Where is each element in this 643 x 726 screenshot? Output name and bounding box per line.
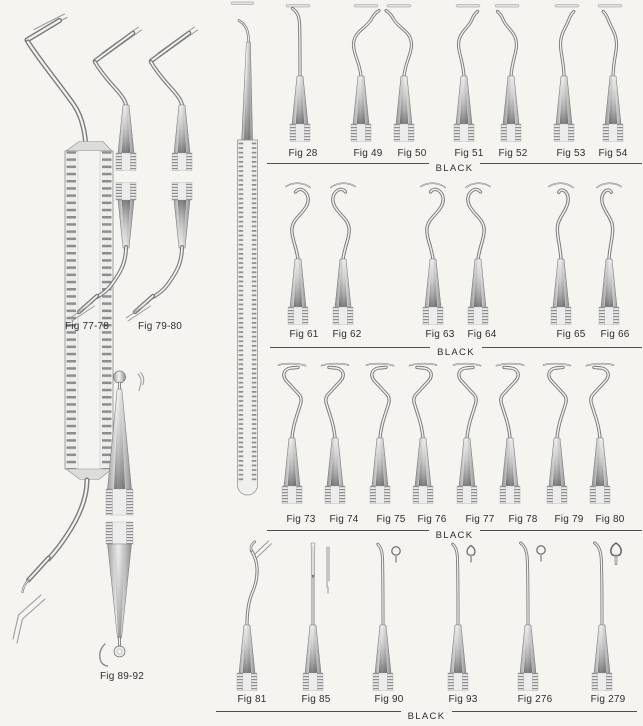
instrument-fig-93: [448, 544, 468, 690]
fig-label-62: Fig 62: [332, 329, 362, 340]
instrument-row-4: [237, 541, 621, 691]
fig-label-79-80: Fig 79-80: [137, 321, 183, 332]
instrument-fig-61: [286, 183, 310, 324]
instrument-fig-62: [331, 183, 355, 324]
fig-label-79: Fig 79: [554, 514, 584, 525]
black-divider-row3: [267, 530, 642, 541]
fig-label-279: Fig 279: [590, 694, 626, 705]
instrument-fig-85: [303, 543, 329, 691]
fig-label-77-78: Fig 77-78: [64, 321, 110, 332]
fig-label-54: Fig 54: [598, 148, 628, 159]
instrument-fig-76: [410, 364, 437, 504]
instrument-long-probe: [231, 2, 258, 495]
fig-label-77: Fig 77: [465, 514, 495, 525]
fig-label-85: Fig 85: [301, 694, 331, 705]
instrument-fig-75: [367, 364, 394, 504]
instrument-fig-65: [549, 183, 573, 324]
instrument-fig-90: [373, 544, 393, 690]
instrument-row-2: [286, 183, 621, 324]
instrument-fig-279: [592, 543, 612, 691]
black-divider-row1: [267, 163, 642, 174]
instrument-fig-63: [421, 183, 445, 324]
fig-label-53: Fig 53: [556, 148, 586, 159]
fig-label-73: Fig 73: [286, 514, 316, 525]
fig-label-89-92: Fig 89-92: [99, 671, 145, 682]
fig-label-75: Fig 75: [376, 514, 406, 525]
black-divider-row4: [216, 711, 637, 722]
fig-label-65: Fig 65: [556, 329, 586, 340]
fig-label-76: Fig 76: [417, 514, 447, 525]
fig-label-64: Fig 64: [467, 329, 497, 340]
black-divider-row2: [270, 347, 642, 358]
instrument-fig-28: [286, 5, 310, 142]
instrument-fig-77: [454, 364, 481, 504]
fig-label-49: Fig 49: [353, 148, 383, 159]
fig-label-80: Fig 80: [595, 514, 625, 525]
fig-label-90: Fig 90: [374, 694, 404, 705]
instrument-fig-50: [386, 5, 414, 142]
instrument-row-1: [286, 5, 623, 142]
fig-label-50: Fig 50: [397, 148, 427, 159]
instrument-fig-93-tip-detail: [467, 546, 475, 562]
instrument-fig-78: [497, 364, 524, 504]
fig-label-51: Fig 51: [454, 148, 484, 159]
black-caption: BLACK: [429, 530, 481, 541]
instrument-fig-73: [279, 364, 306, 504]
instrument-fig-52: [495, 5, 521, 142]
instrument-fig-276: [518, 543, 538, 691]
instrument-fig-64: [466, 183, 490, 324]
fig-label-74: Fig 74: [329, 514, 359, 525]
instrument-fig-79: [544, 364, 571, 504]
fig-label-52: Fig 52: [498, 148, 528, 159]
instrument-fig-79-80: [126, 27, 198, 321]
fig-label-81: Fig 81: [237, 694, 267, 705]
instrument-fig-51: [454, 5, 480, 142]
fig-label-61: Fig 61: [289, 329, 319, 340]
instrument-fig-276-tip-detail: [537, 546, 545, 561]
instrument-fig-66: [597, 183, 621, 324]
black-caption: BLACK: [429, 163, 481, 174]
fig-label-93: Fig 93: [448, 694, 478, 705]
instrument-fig-74: [322, 364, 349, 504]
instrument-fig-53: [554, 5, 579, 142]
fig-label-78: Fig 78: [508, 514, 538, 525]
instrument-row-3: [279, 364, 614, 504]
fig-label-66: Fig 66: [600, 329, 630, 340]
black-caption: BLACK: [401, 711, 453, 722]
instrument-fig-279-tip-detail: [611, 543, 621, 564]
fig-label-28: Fig 28: [288, 148, 318, 159]
instrument-fig-54: [598, 5, 623, 142]
black-caption: BLACK: [430, 347, 482, 358]
fig-label-276: Fig 276: [517, 694, 553, 705]
instrument-fig-90-tip-detail: [392, 547, 400, 562]
instrument-fig-80: [587, 364, 614, 504]
fig-label-63: Fig 63: [425, 329, 455, 340]
instrument-fig-81: [237, 541, 271, 691]
instrument-fig-49: [351, 5, 379, 142]
